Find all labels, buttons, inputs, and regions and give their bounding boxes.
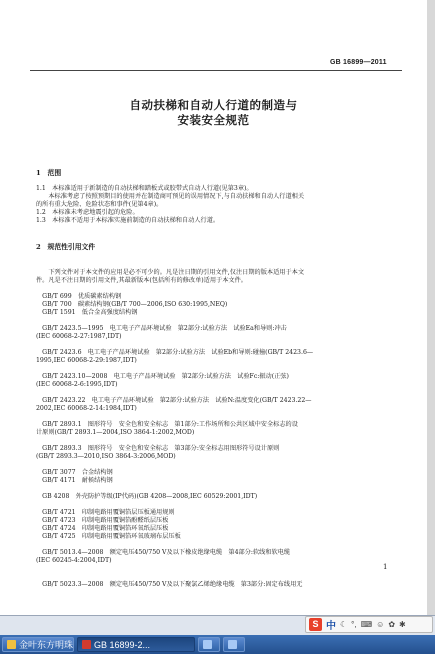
- user-icon[interactable]: ☺: [376, 620, 385, 629]
- text-line: 本标准考虑了按照预期目的使用并在制造商可预见的误用情况下,与自动扶梯和自动人行道相关: [36, 193, 305, 200]
- text-line: GB/T 2423.10—2008 电工电子产品环境试验 第2部分:试验方法 试验Fc:振动(正弦): [36, 373, 289, 380]
- text-line: GB 4208 外壳防护等级(IP代码)(GB 4208—2008,IEC 60529:2001,IDT): [36, 493, 258, 500]
- moon-icon[interactable]: ☾: [340, 620, 348, 629]
- text-line: GB/T 2893.1 图形符号 安全色和安全标志 第1部分:工作场所和公共区域中安全标志的设: [36, 421, 298, 428]
- text-line: GB/T 5023.3—2008 额定电压450/750 V及以下聚氯乙烯绝缘电缆 第3部分:固定布线用无: [36, 581, 303, 588]
- document-number: GB 16899—2011: [330, 59, 387, 66]
- text-line: GB/T 2423.22 电工电子产品环境试验 第2部分:试验方法 试验N:温度变化(GB/T 2423.22—: [36, 397, 312, 404]
- text-line: GB/T 2423.5—1995 电工电子产品环境试验 第2部分:试验方法 试验Ea和导则:冲击: [36, 325, 287, 332]
- text-line: GB/T 4724 印制电路用覆铜箔环氧纸层压板: [36, 525, 169, 532]
- ime-toolbar[interactable]: [305, 616, 433, 633]
- text-line: 1.2 本标准未考虑地震引起的危险。: [36, 209, 139, 216]
- taskbar-button-label: GB 16899-2...: [94, 639, 151, 650]
- pdf-icon: [82, 640, 91, 649]
- text-line: (IEC 60068-2-27:1987,IDT): [36, 333, 122, 340]
- text-line: GB/T 4721 印制电路用覆铜箔层压板通用规则: [36, 509, 175, 516]
- text-line: GB/T 5013.4—2008 额定电压450/750 V及以下橡皮绝缘电缆 第4部分:软线和软电缆: [36, 549, 291, 556]
- keyboard-icon[interactable]: ⌨: [360, 620, 373, 629]
- app-icon: [7, 640, 16, 649]
- text-line: GB/T 4171 耐候结构钢: [36, 477, 113, 484]
- section-heading: 1 范围: [36, 169, 62, 177]
- document-title-line1: 自动扶梯和自动人行道的制造与: [129, 98, 298, 112]
- page-number: 1: [383, 563, 388, 571]
- window-icon: [228, 640, 237, 649]
- text-line: (IEC 60245-4:2004,IDT): [36, 557, 112, 564]
- taskbar-button-window[interactable]: [198, 637, 220, 652]
- text-line: GB/T 1591 低合金高强度结构钢: [36, 309, 138, 316]
- taskbar-button-app[interactable]: [2, 637, 74, 652]
- scrollbar[interactable]: [427, 0, 435, 615]
- text-line: GB/T 4725 印制电路用覆铜箔环氧玻璃布层压板: [36, 533, 181, 540]
- taskbar-button-window[interactable]: [223, 637, 245, 652]
- window-icon: [203, 640, 212, 649]
- taskbar: [0, 615, 435, 654]
- text-line: GB/T 3077 合金结构钢: [36, 469, 113, 476]
- section-heading: 2 规范性引用文件: [36, 243, 96, 251]
- text-line: 下列文件对于本文件的应用是必不可少的。凡是注日期的引用文件,仅注日期的版本适用于本文: [36, 269, 305, 276]
- text-line: (IEC 60068-2-6:1995,IDT): [36, 381, 118, 388]
- taskbar-button-pdf[interactable]: [77, 637, 195, 652]
- header-rule: [30, 70, 402, 71]
- text-line: 件。凡是不注日期的引用文件,其最新版本(包括所有的修改单)适用于本文件。: [36, 277, 247, 284]
- text-line: 2002,IEC 60068-2-14:1984,IDT): [36, 405, 137, 412]
- text-line: GB/T 700 碳素结构钢(GB/T 700—2006,ISO 630:1995,NEQ): [36, 301, 228, 308]
- document-title-line2: 安装安全规范: [177, 113, 250, 127]
- text-line: GB/T 2893.3 图形符号 安全色和安全标志 第3部分:安全标志用图形符号设计原则: [36, 445, 280, 452]
- punctuation-icon[interactable]: °,: [351, 620, 357, 629]
- text-line: 1995,IEC 60068-2-29:1987,IDT): [36, 357, 137, 364]
- text-line: GB/T 2423.6 电工电子产品环境试验 第2部分:试验方法 试验Eb和导则:碰撞(GB/T 2423.6—: [36, 349, 314, 356]
- text-line: 的所有重大危险、危险状态和事件(见第4章)。: [36, 201, 163, 208]
- tools-icon[interactable]: ✱: [399, 620, 406, 629]
- ime-language-toggle[interactable]: 中: [326, 621, 336, 632]
- text-line: GB/T 699 优质碳素结构钢: [36, 293, 122, 300]
- text-line: 计原则(GB/T 2893.1—2004,ISO 3864-1:2002,MOD): [36, 429, 195, 436]
- taskbar-buttons: [0, 635, 435, 654]
- taskbar-button-label: 金叶东方明珠: [19, 640, 74, 650]
- skin-icon[interactable]: ✿: [388, 620, 396, 629]
- sogou-logo-icon[interactable]: S: [309, 618, 322, 631]
- text-line: 1.1 本标准适用于新制造的自动扶梯和踏板式或胶带式自动人行道(见第3章)。: [36, 185, 253, 192]
- text-line: 1.3 本标准不适用于本标准实施前制造的自动扶梯和自动人行道。: [36, 217, 220, 224]
- text-line: (GB/T 2893.3—2010,ISO 3864-3:2006,MOD): [36, 453, 176, 460]
- text-line: GB/T 4723 印制电路用覆铜箔酚醛纸层压板: [36, 517, 169, 524]
